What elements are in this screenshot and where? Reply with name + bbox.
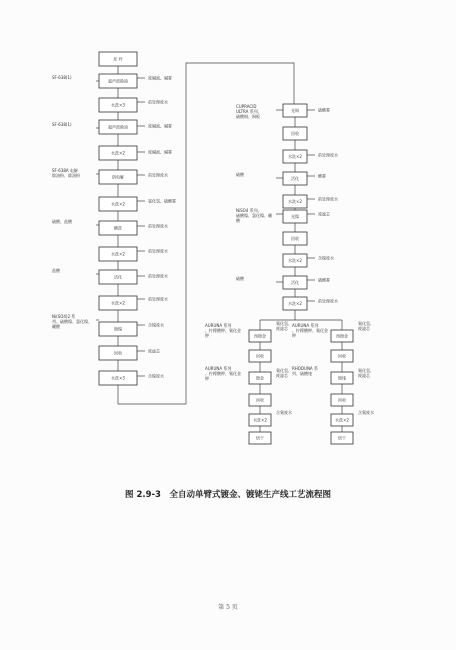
output-waste-text: 氰化氢、 [276, 368, 292, 373]
output-waste-text: 前处理废水 [148, 223, 168, 229]
output-waste-text: 废滤芯 [358, 373, 370, 378]
rhodium-branch-box-label: 回收 [338, 353, 346, 359]
right-process-box-label: 光镍 [291, 214, 299, 219]
rhodium-branch-box-label: 镀铑 [338, 375, 346, 381]
input-chemical-text: 、柠檬酸钾、氰化金 [292, 328, 328, 333]
output-waste-text: 氯化氢、硫酸雾 [148, 198, 176, 204]
input-chemical-text: 硫酸镍、氯化镍、硼 [236, 213, 272, 218]
input-chemical-text: 钾 [205, 333, 209, 338]
input-chemical-text: 列、硫酸镍、氯化镍、 [52, 319, 92, 324]
output-waste-text: 前处理废水 [148, 172, 168, 178]
left-process-box-label: 坯 件 [113, 56, 123, 62]
input-chemical-text: AURUNA 系列 [205, 323, 232, 328]
output-waste-text: 前处理废水 [148, 273, 168, 279]
output-waste-text: 含镍废水 [148, 373, 164, 379]
input-chemical-text: SF-638A 电解 [52, 168, 78, 173]
gold-branch-box-label: 镀金 [256, 375, 264, 381]
output-waste-text: 硫酸雾 [318, 107, 330, 113]
left-process-box-label: 活化 [114, 274, 122, 280]
output-waste-text: 含氰废水 [358, 410, 374, 415]
input-chemical-text: 硫酸 [236, 276, 244, 281]
output-waste-text: 废滤芯 [318, 211, 330, 217]
right-process-box-label: 回收 [291, 236, 299, 241]
output-waste-text: 氰化氢、 [358, 321, 374, 326]
right-process-box-label: 光铜 [291, 108, 299, 113]
output-waste-text: 前处理废水 [318, 152, 338, 158]
input-chemical-text: CUPRACID [236, 104, 257, 109]
input-chemical-text: SF-638(1) [52, 122, 72, 127]
output-waste-text: 废滤芯 [276, 326, 288, 331]
output-waste-text: 废滤芯 [358, 326, 370, 331]
left-process-box-label: 水洗×2 [111, 201, 125, 207]
figure-caption: 图 2.9-3 全自动单臂式镀金、镀铑生产线工艺流程图 [125, 490, 331, 500]
rhodium-branch-box-label: 水洗×2 [335, 417, 349, 423]
gold-branch-box-label: 回收 [256, 397, 264, 403]
right-process-box-label: 活化 [291, 280, 299, 285]
output-waste-text: 前处理废水 [148, 296, 168, 302]
left-process-box-label: 水洗×3 [111, 375, 125, 381]
left-process-box-label: 超声波除油 [108, 124, 128, 130]
input-chemical-text: 钾 [205, 376, 209, 381]
gold-branch-box-label: 烘干 [256, 435, 264, 441]
input-chemical-text: AURUNA 系列 [205, 366, 232, 371]
gold-branch-box-label: 水洗×2 [253, 417, 267, 423]
output-waste-text: 氰化氢、 [358, 368, 374, 373]
output-waste-text: 前处理废水 [148, 99, 168, 105]
input-chemical-text: SF-638(1) [52, 75, 72, 80]
output-waste-text: 前处理废水 [318, 298, 338, 304]
left-process-box-label: 镀镍 [114, 326, 122, 332]
input-chemical-text: 酸 [236, 218, 240, 223]
input-chemical-text: 列、硫酸铑 [292, 371, 312, 376]
rhodium-branch-box-label: 烘干 [338, 435, 346, 441]
right-process-box-label: 回收 [291, 131, 299, 136]
input-chemical-text: RHODUNA 系 [292, 366, 318, 371]
output-waste-text: 废碱液、碱雾 [148, 75, 172, 81]
input-chemical-text: 硫酸 [236, 172, 244, 177]
input-chemical-text: 硫酸、盐酸 [52, 219, 72, 224]
rhodium-branch-box-label: 预镀金 [336, 333, 348, 339]
input-chemical-text: 除油粉、除油粉 [52, 173, 80, 178]
left-process-box-label: 回收 [114, 350, 122, 356]
output-waste-text: 硫酸雾 [318, 277, 330, 283]
left-process-box-label: 水洗×2 [111, 150, 125, 156]
input-chemical-text: 硼酸 [52, 324, 60, 329]
output-waste-text: 废滤芯 [276, 373, 288, 378]
input-chemical-text: Ni(SO4)2 系 [52, 314, 76, 319]
right-process-box-label: 水洗×2 [288, 154, 302, 159]
left-process-box-label: 水洗×2 [111, 300, 125, 306]
input-chemical-text: 、柠檬酸钾、氰化金 [205, 371, 241, 376]
left-process-box-label: 水洗×2 [111, 251, 125, 257]
output-waste-text: 前处理废水 [318, 196, 338, 202]
right-process-box-label: 水洗×2 [288, 301, 302, 306]
output-waste-text: 氰化氢、 [276, 321, 292, 326]
output-waste-text: 废碱液、碱雾 [148, 149, 172, 155]
input-chemical-text: NiSO4 系列、 [236, 208, 262, 213]
right-process-box-label: 水洗×2 [288, 199, 302, 204]
right-process-box-label: 水洗×2 [288, 258, 302, 263]
page-number: 第 5 页 [218, 604, 238, 611]
left-process-box-label: 阴电解 [112, 174, 124, 180]
left-process-box-label: 水洗×3 [111, 102, 125, 108]
gold-branch-box-label: 预镀金 [254, 333, 266, 339]
output-waste-text: 废滤芯 [148, 348, 160, 354]
left-process-box-label: 超声波除油 [108, 78, 128, 84]
left-process-box-label: 酸洗 [114, 225, 122, 231]
output-waste-text: 酸雾 [318, 173, 326, 179]
input-chemical-text: ULTRA 系列、 [236, 109, 262, 114]
rhodium-branch-box-label: 回收 [338, 397, 346, 403]
input-chemical-text: 硫酸铜、铜板 [236, 114, 260, 119]
right-process-box-label: 活化 [291, 176, 299, 181]
output-waste-text: 含镍废水 [318, 255, 334, 261]
output-waste-text: 含镍废水 [148, 322, 164, 328]
output-waste-text: 含氰废水 [276, 410, 292, 415]
input-chemical-text: 钾 [292, 333, 296, 338]
input-chemical-text: 、柠檬酸钾、氰化金 [205, 328, 241, 333]
output-waste-text: 前处理废水 [148, 248, 168, 254]
output-waste-text: 废碱液、碱雾 [148, 123, 172, 129]
input-chemical-text: AURUNA 系列 [292, 323, 319, 328]
gold-branch-box-label: 回收 [256, 353, 264, 359]
input-chemical-text: 盐酸 [52, 268, 60, 273]
